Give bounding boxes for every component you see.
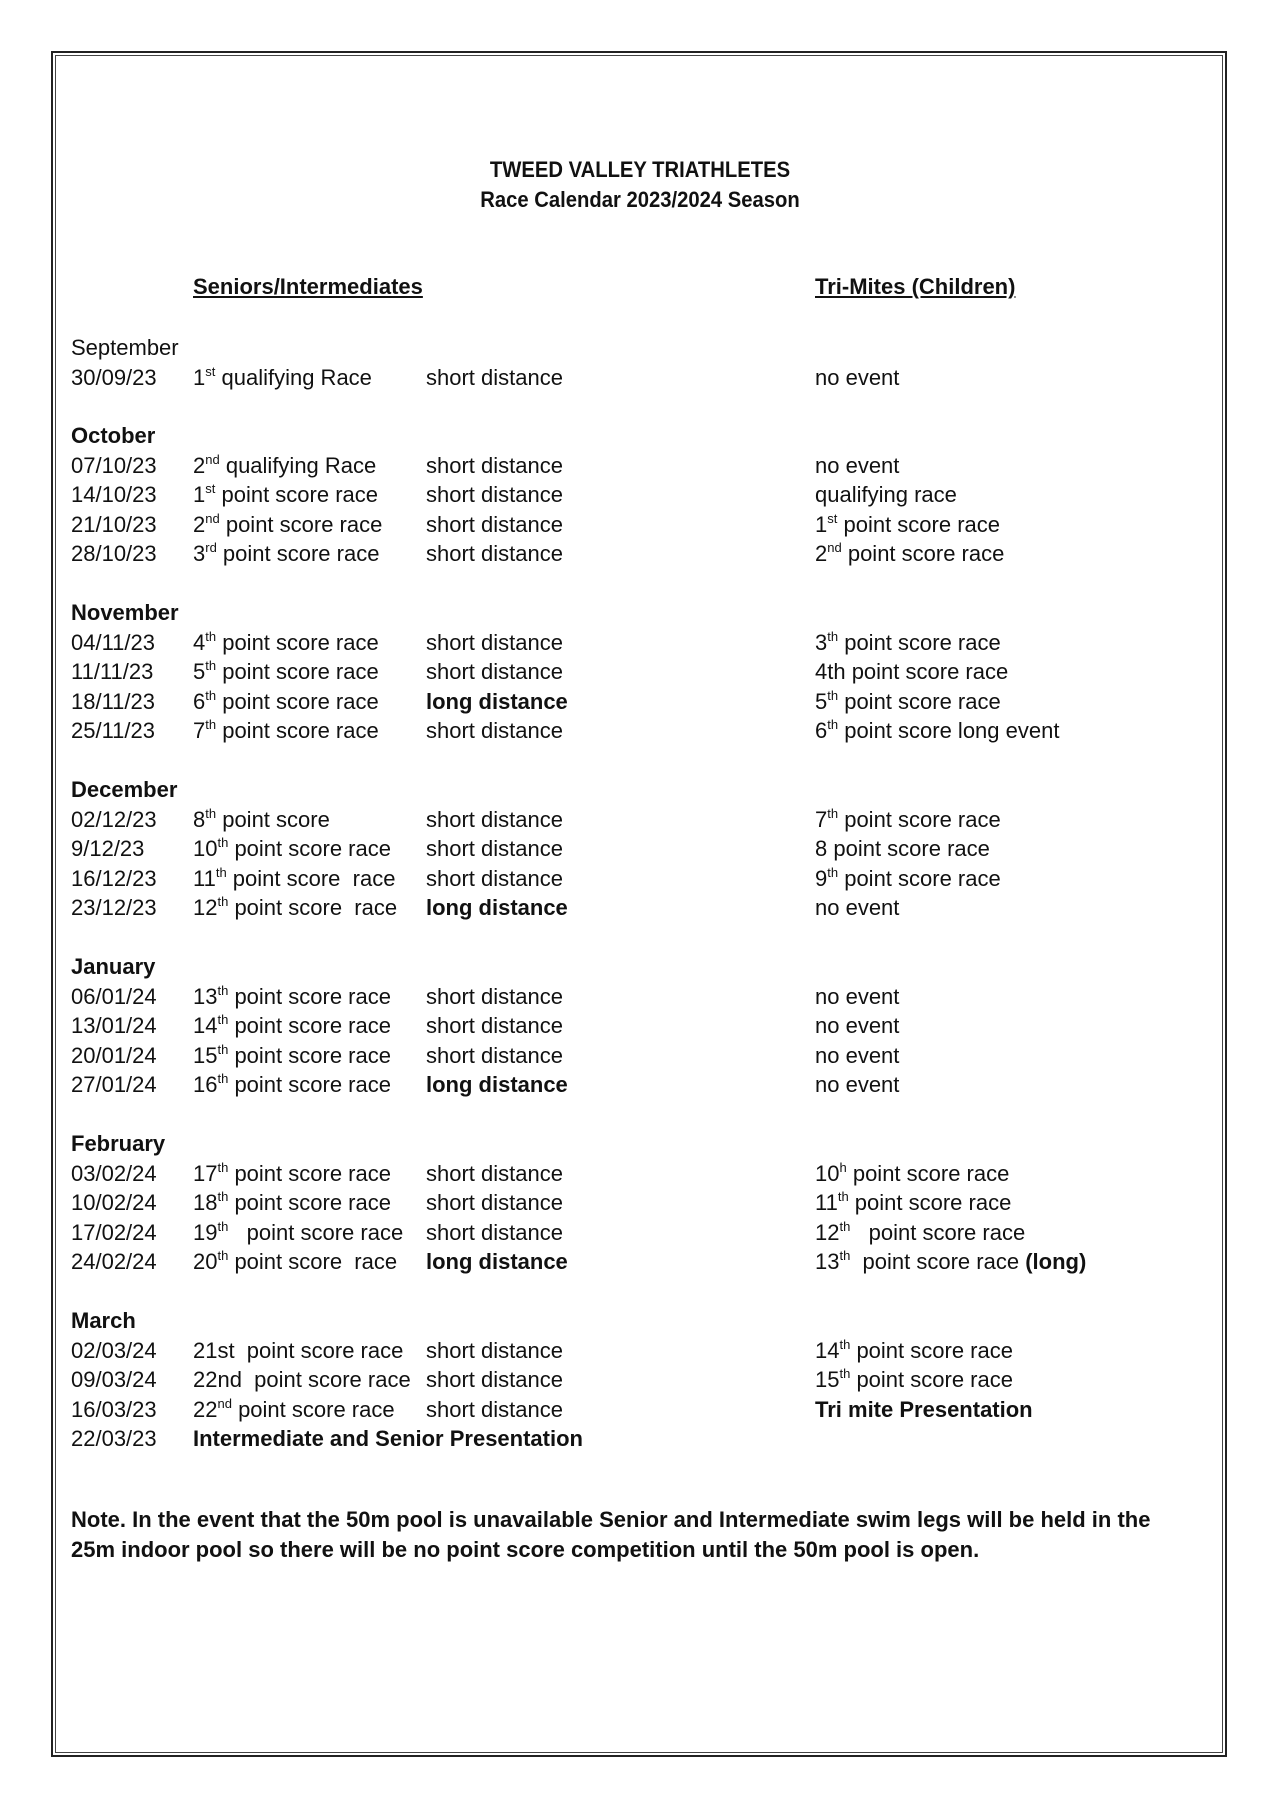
trimite-event <box>815 1247 1086 1276</box>
senior-event <box>193 1041 391 1070</box>
senior-event <box>193 864 395 893</box>
trimite-event-text: no event <box>815 1072 900 1097</box>
calendar-row <box>0 1395 1280 1424</box>
trimite-event <box>815 687 1001 716</box>
race-date: 25/11/23 <box>71 718 156 743</box>
trimite-event-text: point score race <box>838 688 1001 714</box>
calendar-row <box>0 510 1280 539</box>
senior-event-number: 13 <box>193 983 218 1009</box>
senior-event-text: point score race <box>228 1219 404 1245</box>
senior-event-ordinal: st <box>205 481 216 496</box>
trimite-event-text: point score race <box>838 865 1001 891</box>
trimite-event-text: point score long event <box>838 718 1060 743</box>
race-distance: long distance <box>426 895 568 920</box>
senior-event-number: 10 <box>193 836 218 861</box>
calendar-row <box>0 982 1280 1011</box>
trimite-event-text: no event <box>815 895 900 920</box>
trimites-column-heading: Tri-Mites (Children) <box>815 274 1016 299</box>
senior-event-text: point score race <box>228 836 391 861</box>
race-date: 30/09/23 <box>71 364 157 390</box>
trimite-event <box>815 451 899 480</box>
senior-event <box>193 1336 403 1365</box>
race-date: 9/12/23 <box>71 836 145 861</box>
senior-event-ordinal: th <box>217 1248 229 1263</box>
senior-event-number: 15 <box>193 1042 218 1068</box>
trimite-event-number: 15 <box>815 1367 840 1392</box>
senior-event <box>193 510 382 539</box>
trimite-event-extra: (long) <box>1025 1249 1087 1274</box>
calendar-row <box>0 1247 1280 1276</box>
trimite-event <box>815 1365 1013 1394</box>
senior-event <box>193 451 376 480</box>
trimite-event-ordinal: th <box>827 805 839 821</box>
trimite-event-ordinal: st <box>827 510 838 526</box>
trimite-event <box>815 657 1008 686</box>
race-date: 18/11/23 <box>71 688 156 714</box>
trimite-event-number: 3 <box>815 629 828 655</box>
trimite-event-text: no event <box>815 983 900 1009</box>
senior-event-ordinal: th <box>205 717 217 732</box>
race-date: 23/12/23 <box>71 895 157 920</box>
senior-event <box>193 893 397 922</box>
trimite-event-number: 5 <box>815 688 828 714</box>
race-date: 22/03/23 <box>71 1426 157 1451</box>
senior-event-text: point score race <box>231 1396 395 1422</box>
senior-event-number: 5 <box>193 659 206 684</box>
senior-event-ordinal: th <box>217 1159 229 1175</box>
trimite-event-text: no event <box>815 1042 900 1068</box>
trimite-event-number: 2 <box>815 541 828 566</box>
race-date: 07/10/23 <box>71 452 157 478</box>
senior-event-ordinal: th <box>205 658 217 673</box>
trimite-event-ordinal: th <box>839 1218 851 1234</box>
senior-event-number: 16 <box>193 1072 218 1097</box>
senior-event-text: point score <box>216 806 330 832</box>
trimite-event <box>815 1336 1013 1365</box>
trimite-event-ordinal: th <box>827 717 839 732</box>
race-date: 28/10/23 <box>71 541 157 566</box>
calendar-row <box>0 805 1280 834</box>
race-distance: short distance <box>426 1396 563 1422</box>
calendar-row <box>0 480 1280 509</box>
trimite-event-text: point score race <box>838 806 1001 832</box>
senior-event-text: qualifying Race <box>219 452 377 478</box>
trimite-event-text: Tri mite Presentation <box>815 1396 1033 1422</box>
senior-event <box>193 1159 391 1188</box>
senior-event-ordinal: st <box>205 363 216 379</box>
race-date: 11/11/23 <box>71 659 154 684</box>
seniors-column-heading: Seniors/Intermediates <box>193 274 423 299</box>
trimite-event-number: 9 <box>815 865 828 891</box>
senior-event-ordinal: th <box>217 982 229 998</box>
senior-event-ordinal: nd <box>217 1395 232 1411</box>
race-distance: long distance <box>426 1072 568 1097</box>
month-heading: October <box>71 423 156 448</box>
race-distance: short distance <box>426 865 563 891</box>
senior-event-ordinal: rd <box>205 540 217 555</box>
senior-event-text: point score race <box>219 511 383 537</box>
senior-event <box>193 1424 583 1453</box>
senior-event-text: point score race <box>226 865 396 891</box>
senior-event-number: 6 <box>193 688 206 714</box>
calendar-row <box>0 1159 1280 1188</box>
trimite-event <box>815 893 899 922</box>
senior-event <box>193 1365 411 1394</box>
trimite-event-text: point score race <box>850 1219 1026 1245</box>
calendar-row <box>0 1011 1280 1040</box>
senior-event-text: qualifying Race <box>215 364 372 390</box>
trimite-event <box>815 363 899 392</box>
senior-event-number: 8 <box>193 806 206 832</box>
trimite-event-text: qualifying race <box>815 482 957 507</box>
senior-event-text: point score race <box>228 983 391 1009</box>
month-heading: November <box>71 600 179 625</box>
trimite-event-number: 13 <box>815 1249 840 1274</box>
race-date: 27/01/24 <box>71 1072 157 1097</box>
senior-event-text: point score race <box>216 629 379 655</box>
senior-event <box>193 363 372 392</box>
race-date: 04/11/23 <box>71 629 156 655</box>
trimite-event-text: no event <box>815 364 900 390</box>
trimite-event <box>815 834 990 863</box>
trimite-event-text: point score race <box>850 1337 1013 1363</box>
senior-event-text: point score race <box>216 541 380 566</box>
senior-event-ordinal: th <box>217 1012 229 1027</box>
senior-event-ordinal: th <box>205 687 217 703</box>
senior-event <box>193 1011 391 1040</box>
race-distance: short distance <box>426 629 563 655</box>
senior-event-number: 11 <box>193 865 216 891</box>
race-distance: short distance <box>426 541 563 566</box>
senior-event <box>193 1247 397 1276</box>
trimite-event-number: 10 <box>815 1160 840 1186</box>
race-date: 24/02/24 <box>71 1249 157 1274</box>
race-date: 17/02/24 <box>71 1219 157 1245</box>
senior-event-text: point score race <box>228 1072 391 1097</box>
senior-event-text: point score race <box>216 718 379 743</box>
trimite-event-number: 14 <box>815 1337 840 1363</box>
trimite-event-number: 1 <box>815 511 828 537</box>
race-distance: short distance <box>426 1219 563 1245</box>
race-distance: short distance <box>426 1042 563 1068</box>
race-distance: short distance <box>426 364 563 390</box>
race-distance: long distance <box>426 1249 568 1274</box>
senior-event <box>193 834 391 863</box>
senior-event-text: point score race <box>215 482 379 507</box>
trimite-event-number: 11 <box>815 1190 838 1215</box>
trimite-event-ordinal: th <box>839 1366 851 1381</box>
senior-event-number: 20 <box>193 1249 218 1274</box>
calendar-row <box>0 834 1280 863</box>
trimite-event-ordinal: th <box>827 628 839 644</box>
race-date: 13/01/24 <box>71 1013 157 1038</box>
senior-event <box>193 657 379 686</box>
trimite-event-text: no event <box>815 452 900 478</box>
race-date: 16/03/23 <box>71 1396 157 1422</box>
month-heading: September <box>71 335 179 360</box>
trimite-event-ordinal: th <box>839 1248 851 1263</box>
senior-event-ordinal: th <box>217 894 229 909</box>
race-distance: short distance <box>426 806 563 832</box>
senior-event-text: 22nd point score race <box>193 1367 411 1392</box>
trimite-event-ordinal: th <box>827 864 839 880</box>
calendar-row <box>0 1336 1280 1365</box>
month-heading: February <box>71 1131 166 1156</box>
senior-event <box>193 1395 395 1424</box>
trimite-event <box>815 1041 899 1070</box>
senior-event-ordinal: th <box>217 835 229 850</box>
calendar-row <box>0 1070 1280 1099</box>
race-distance: short distance <box>426 1160 563 1186</box>
senior-event-number: 7 <box>193 718 206 743</box>
senior-event-ordinal: th <box>215 864 227 880</box>
senior-event-text: point score race <box>216 688 379 714</box>
senior-event-number: 1 <box>193 364 206 390</box>
race-distance: short distance <box>426 482 563 507</box>
senior-event <box>193 539 379 568</box>
calendar-row <box>0 716 1280 745</box>
calendar-row <box>0 1041 1280 1070</box>
senior-event-number: 2 <box>193 511 206 537</box>
trimite-event-ordinal: nd <box>827 540 842 555</box>
calendar-row <box>0 893 1280 922</box>
senior-event-text: point score race <box>216 659 379 684</box>
senior-event-number: 19 <box>193 1219 218 1245</box>
race-distance: short distance <box>426 1367 563 1392</box>
senior-event-number: 18 <box>193 1190 218 1215</box>
race-distance: short distance <box>426 1190 563 1215</box>
race-date: 10/02/24 <box>71 1190 157 1215</box>
trimite-event-ordinal: th <box>827 687 839 703</box>
calendar-row <box>0 657 1280 686</box>
trimite-event-number: 7 <box>815 806 828 832</box>
senior-event-ordinal: nd <box>205 451 220 467</box>
calendar-row <box>0 1365 1280 1394</box>
month-heading: January <box>71 954 156 979</box>
trimite-event <box>815 1188 1011 1217</box>
senior-event-number: 14 <box>193 1013 218 1038</box>
trimite-event-text: point score race <box>848 1190 1012 1215</box>
senior-event <box>193 1218 403 1247</box>
race-distance: short distance <box>426 659 563 684</box>
race-date: 20/01/24 <box>71 1042 157 1068</box>
trimite-event <box>815 1159 1009 1188</box>
senior-event-text: point score race <box>228 895 398 920</box>
race-date: 03/02/24 <box>71 1160 157 1186</box>
trimite-event <box>815 1070 899 1099</box>
trimite-event-text: point score race <box>850 1367 1013 1392</box>
trimite-event <box>815 1218 1025 1247</box>
month-heading: March <box>71 1308 136 1333</box>
trimite-event <box>815 805 1001 834</box>
senior-event <box>193 716 379 745</box>
pool-note: Note. In the event that the 50m pool is unavailable Senior and Intermediate swim legs will be held in the 25m indoor pool so there will be no point score competition until the 50m pool is open. <box>71 1507 1151 1562</box>
trimite-event-ordinal: th <box>839 1336 851 1352</box>
document-title: TWEED VALLEY TRIATHLETES <box>489 157 791 182</box>
calendar-row <box>0 628 1280 657</box>
trimite-event-text: 4th point score race <box>815 659 1009 684</box>
trimite-event <box>815 1011 899 1040</box>
trimite-event-text: point score race <box>850 1249 1026 1274</box>
trimite-event <box>815 1395 1033 1424</box>
race-distance: short distance <box>426 1013 563 1038</box>
senior-event-number: 3 <box>193 541 206 566</box>
trimite-event <box>815 480 957 509</box>
senior-event-text: point score race <box>228 1160 391 1186</box>
senior-event-text: point score race <box>228 1042 391 1068</box>
senior-event-ordinal: th <box>217 1189 229 1204</box>
race-date: 16/12/23 <box>71 865 157 891</box>
trimite-event <box>815 716 1059 745</box>
senior-event-text: point score race <box>228 1190 391 1215</box>
trimite-event-text: point score race <box>841 541 1005 566</box>
senior-event-ordinal: th <box>217 1218 229 1234</box>
senior-event <box>193 982 391 1011</box>
trimite-event-number: 12 <box>815 1219 840 1245</box>
trimite-event-text: point score race <box>837 511 1001 537</box>
race-date: 06/01/24 <box>71 983 157 1009</box>
race-distance: short distance <box>426 511 563 537</box>
trimite-event <box>815 539 1004 568</box>
race-distance: short distance <box>426 1337 563 1363</box>
senior-event-ordinal: th <box>205 628 217 644</box>
trimite-event <box>815 510 1000 539</box>
trimite-event <box>815 982 899 1011</box>
senior-event <box>193 480 378 509</box>
senior-event <box>193 1188 391 1217</box>
trimite-event-text: point score race <box>838 629 1001 655</box>
trimite-event <box>815 628 1001 657</box>
trimite-event-text: 8 point score race <box>815 836 990 861</box>
senior-event-ordinal: th <box>217 1041 229 1057</box>
document-subtitle: Race Calendar 2023/2024 Season <box>480 187 800 212</box>
senior-event-number: 22 <box>193 1396 218 1422</box>
race-distance: short distance <box>426 836 563 861</box>
senior-event-number: 2 <box>193 452 206 478</box>
senior-event-ordinal: th <box>217 1071 229 1086</box>
calendar-row <box>0 687 1280 716</box>
trimite-event-ordinal: h <box>839 1159 847 1175</box>
senior-event-number: 1 <box>193 482 206 507</box>
senior-event-number: 4 <box>193 629 206 655</box>
senior-event-text: Intermediate and Senior Presentation <box>193 1426 583 1451</box>
trimite-event <box>815 864 1001 893</box>
race-distance: long distance <box>426 688 568 714</box>
race-distance: short distance <box>426 718 563 743</box>
calendar-row <box>0 1424 1280 1453</box>
senior-event-number: 12 <box>193 895 218 920</box>
race-date: 14/10/23 <box>71 482 157 507</box>
senior-event <box>193 687 379 716</box>
race-date: 09/03/24 <box>71 1367 157 1392</box>
trimite-event-number: 6 <box>815 718 828 743</box>
race-date: 02/03/24 <box>71 1337 157 1363</box>
senior-event-text: 21st point score race <box>193 1337 404 1363</box>
race-date: 21/10/23 <box>71 511 157 537</box>
trimite-event-text: no event <box>815 1013 900 1038</box>
calendar-row <box>0 363 1280 392</box>
calendar-row <box>0 1188 1280 1217</box>
race-distance: short distance <box>426 452 563 478</box>
trimite-event-text: point score race <box>846 1160 1010 1186</box>
calendar-row <box>0 451 1280 480</box>
calendar-row <box>0 539 1280 568</box>
senior-event-text: point score race <box>228 1013 391 1038</box>
senior-event-ordinal: nd <box>205 510 220 526</box>
senior-event-text: point score race <box>228 1249 398 1274</box>
race-date: 02/12/23 <box>71 806 157 832</box>
senior-event-ordinal: th <box>205 805 217 821</box>
calendar-row <box>0 864 1280 893</box>
trimite-event-ordinal: th <box>837 1189 849 1204</box>
race-distance: short distance <box>426 983 563 1009</box>
month-heading: December <box>71 777 178 802</box>
senior-event-number: 17 <box>193 1160 218 1186</box>
calendar-row <box>0 1218 1280 1247</box>
senior-event <box>193 805 330 834</box>
senior-event <box>193 628 379 657</box>
senior-event <box>193 1070 391 1099</box>
